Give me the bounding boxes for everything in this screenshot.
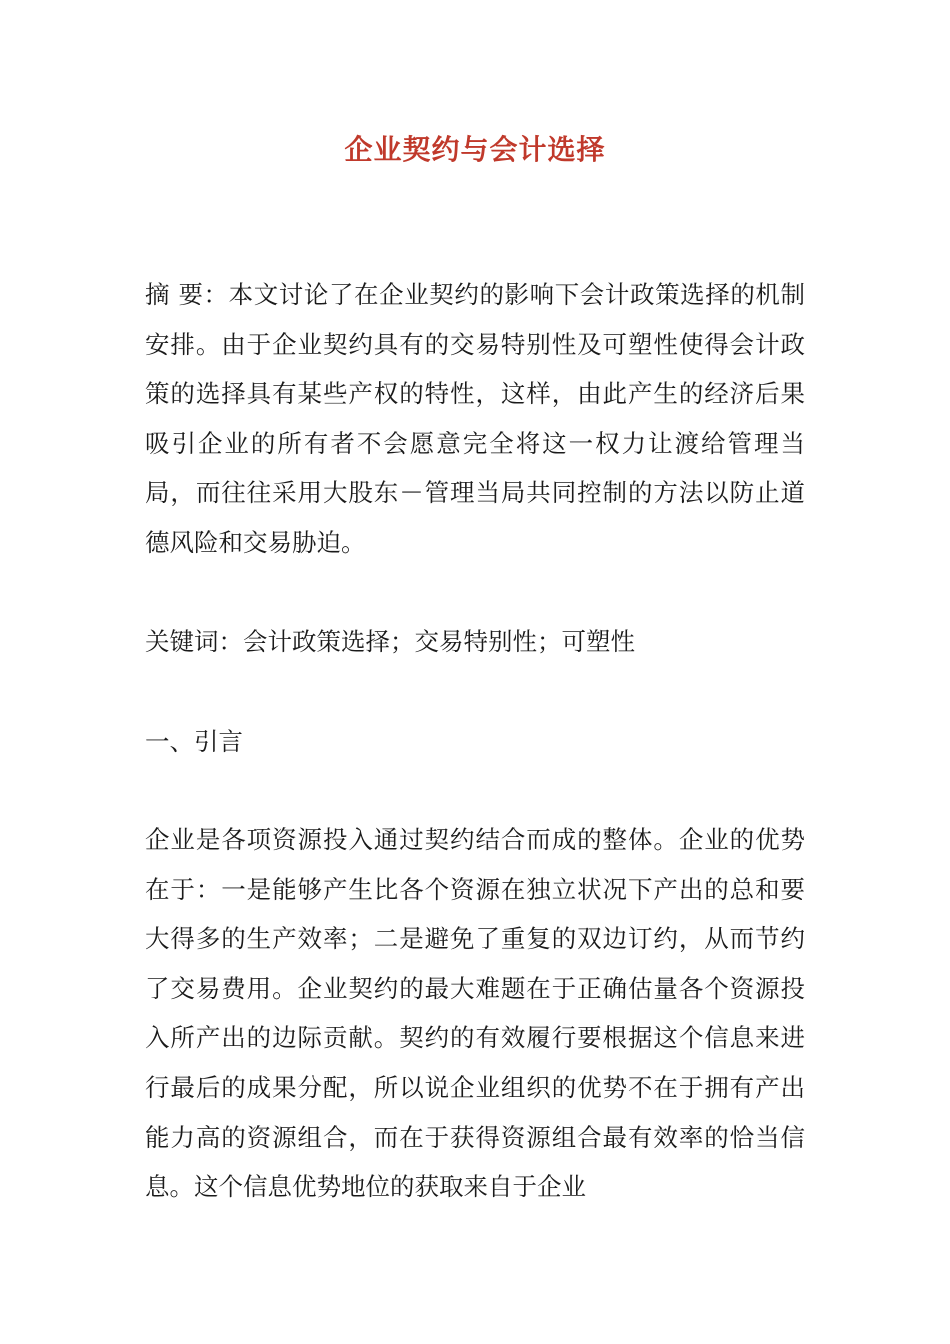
intro-paragraph: 企业是各项资源投入通过契约结合而成的整体。企业的优势在于：一是能够产生比各个资源在独立状况下产出的总和要大得多的生产效率；二是避免了重复的双边订约，从而节约了交易费用。企业契约的最大难题在于正确估量各个资源投入所产出的边际贡献。契约的有效履行要根据这个信息来进行最后的成果分配，所以说企业组织的优势不在于拥有产出能力高的资源组合，而在于获得资源组合最有效率的恰当信息。这个信息优势地位的获取来自于企业 xyxy=(145,825,805,1202)
keywords-line: 关键词：会计政策选择；交易特别性；可塑性 xyxy=(145,627,635,656)
document-title: 企业契约与会计选择 xyxy=(344,133,606,166)
section-heading: 一、引言 xyxy=(145,727,243,756)
abstract-paragraph: 摘 要：本文讨论了在企业契约的影响下会计政策选择的机制安排。由于企业契约具有的交易特别性及可塑性使得会计政策的选择具有某些产权的特性，这样，由此产生的经济后果吸引企业的所有者不会愿意完全将这一权力让渡给管理当局，而往往采用大股东－管理当局共同控制的方法以防止道德风险和交易胁迫。 xyxy=(145,280,805,557)
